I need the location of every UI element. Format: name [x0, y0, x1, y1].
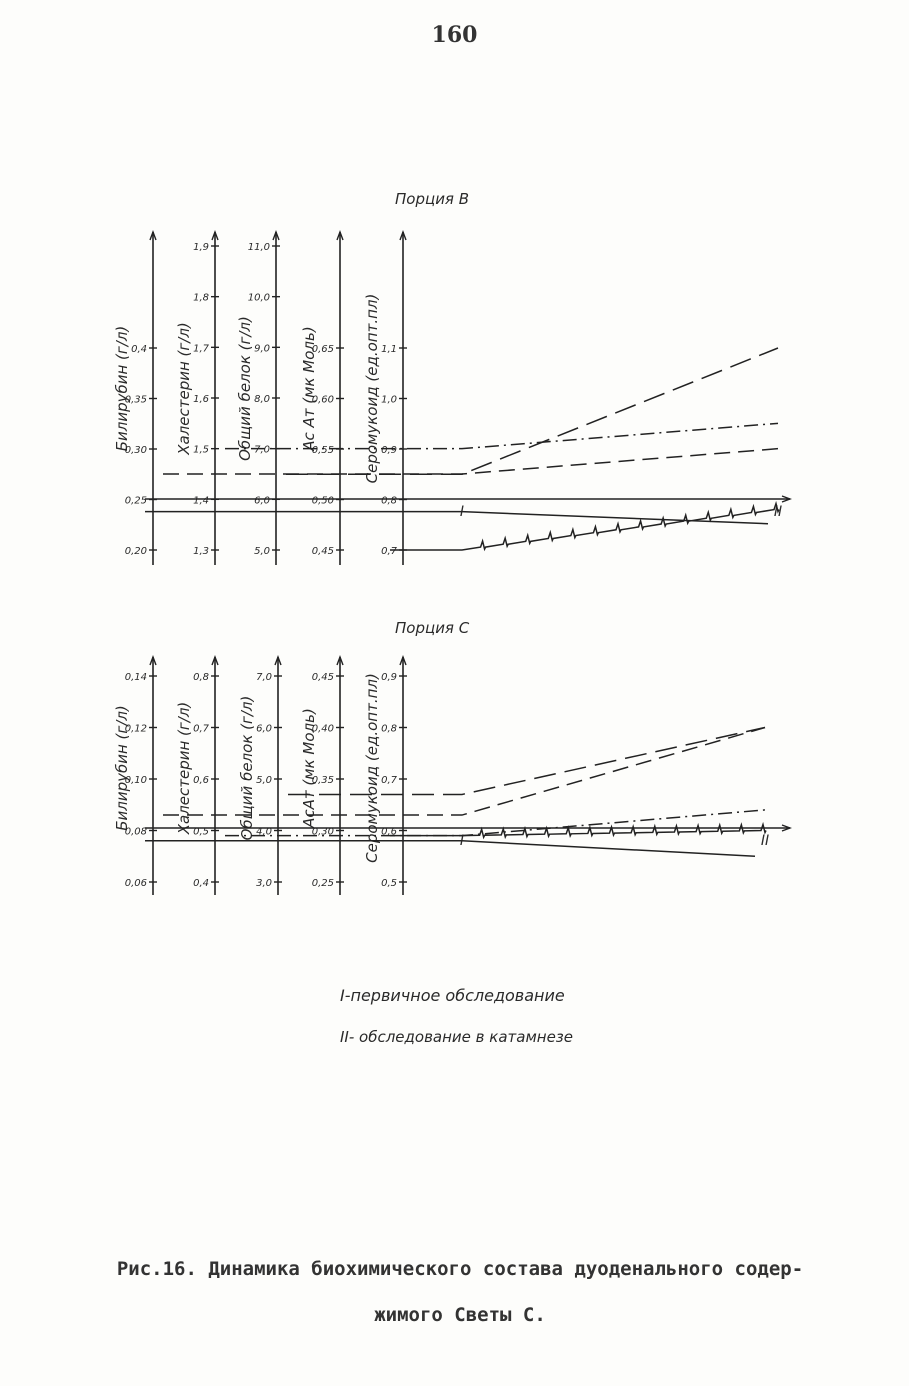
- tick-label: 1,7: [193, 343, 209, 355]
- tick-label: 1,9: [193, 242, 209, 253]
- caption-line-1: Рис.16. Динамика биохимического состава дуоденального содер-: [116, 1258, 804, 1280]
- tick-label: 1,3: [193, 546, 209, 557]
- axis-label-protein: Общий белок (г/л): [236, 316, 254, 461]
- series-line-asat: [288, 728, 765, 795]
- tick-label: 0,8: [381, 495, 397, 507]
- tick-label: 0,7: [381, 775, 397, 786]
- tick-label: 0,8: [381, 723, 397, 735]
- tick-label: 0,6: [193, 775, 209, 786]
- tick-label: 0,5: [381, 878, 397, 889]
- tick-label: 0,30: [124, 445, 147, 456]
- tick-label: 0,35: [124, 394, 147, 406]
- axis-label-bilirubin: Билирубин (г/л): [113, 705, 131, 831]
- tick-label: 1,5: [193, 444, 209, 456]
- tick-label: 0,40: [311, 723, 334, 735]
- tick-label: 6,0: [254, 495, 270, 507]
- axis-label-bilirubin: Билирубин (г/л): [113, 325, 131, 452]
- page-number: 160: [431, 22, 478, 48]
- series-line-seromucoid: [390, 825, 766, 838]
- tick-label: 5,0: [256, 775, 272, 786]
- tick-label: 0,45: [311, 672, 334, 683]
- tick-label: 0,65: [311, 344, 334, 355]
- tick-label: 10,0: [247, 292, 270, 304]
- tick-label: 0,7: [193, 723, 209, 735]
- axis-label-cholesterol: Халестерин (г/л): [175, 701, 193, 835]
- tick-label: 0,7: [381, 546, 397, 557]
- axis-label-cholesterol: Халестерин (г/л): [175, 322, 193, 455]
- series-line-seromucoid: [390, 504, 779, 550]
- tick-label: 0,55: [311, 445, 334, 456]
- tick-label: 0,20: [124, 546, 147, 557]
- tick-label: 7,0: [256, 672, 272, 683]
- chart-title: Порция С: [395, 619, 470, 637]
- tick-label: 0,35: [311, 775, 334, 786]
- tick-label: 0,4: [193, 878, 209, 889]
- series-line-bilirubin: [145, 841, 755, 856]
- tick-label: 3,0: [256, 878, 272, 889]
- tick-label: 0,30: [311, 826, 334, 838]
- tick-label: 0,25: [124, 495, 147, 507]
- figure-caption: [60, 1246, 860, 1338]
- tick-label: 0,60: [311, 394, 334, 406]
- tick-label: 11,0: [247, 242, 270, 253]
- x-label-I: I: [459, 504, 465, 520]
- tick-label: 1,1: [381, 344, 397, 355]
- tick-label: 1,8: [193, 292, 209, 304]
- tick-label: 0,50: [311, 495, 334, 507]
- chart-portion-c: [113, 619, 790, 895]
- axis-label-asat: АсАт (мк Моль): [300, 708, 318, 828]
- caption-line-2: жимого Светы С.: [374, 1304, 546, 1326]
- tick-label: 0,9: [381, 672, 397, 683]
- tick-label: 0,8: [193, 672, 209, 683]
- tick-label: 1,6: [193, 394, 209, 405]
- chart-portion-b: [113, 190, 790, 565]
- tick-label: 4,0: [256, 826, 272, 838]
- tick-label: 0,10: [124, 775, 147, 786]
- tick-label: 0,25: [311, 878, 334, 889]
- x-label-II: II: [760, 833, 770, 849]
- legend-second: II- обследование в катамнезе: [340, 1028, 573, 1046]
- tick-label: 5,0: [254, 546, 270, 557]
- x-label-II: II: [773, 504, 783, 520]
- tick-label: 7,0: [254, 444, 270, 456]
- tick-label: 6,0: [256, 723, 272, 735]
- tick-label: 0,14: [124, 672, 147, 683]
- tick-label: 8,0: [254, 394, 270, 405]
- x-label-I: I: [459, 833, 465, 849]
- tick-label: 0,4: [131, 344, 147, 355]
- chart-title: Порция В: [395, 190, 470, 208]
- tick-label: 1,0: [381, 394, 397, 406]
- tick-label: 0,9: [381, 445, 397, 456]
- tick-label: 0,45: [311, 546, 334, 557]
- tick-label: 1,4: [193, 495, 209, 507]
- axis-label-seromucoid: Серомукоид (ед.опт.пл): [363, 293, 381, 484]
- tick-label: 0,06: [124, 878, 147, 889]
- tick-label: 0,6: [381, 826, 397, 838]
- tick-label: 0,5: [193, 826, 209, 838]
- axis-label-protein: Общий белок (г/л): [238, 695, 256, 841]
- tick-label: 0,08: [124, 826, 147, 838]
- tick-label: 0,12: [124, 723, 147, 735]
- axis-label-asat: Ас Ат (мк Моль): [300, 326, 318, 451]
- legend-first: I-первичное обследование: [340, 986, 565, 1005]
- tick-label: 9,0: [254, 343, 270, 355]
- axis-label-seromucoid: Серомукоид (ед.опт.пл): [363, 673, 381, 863]
